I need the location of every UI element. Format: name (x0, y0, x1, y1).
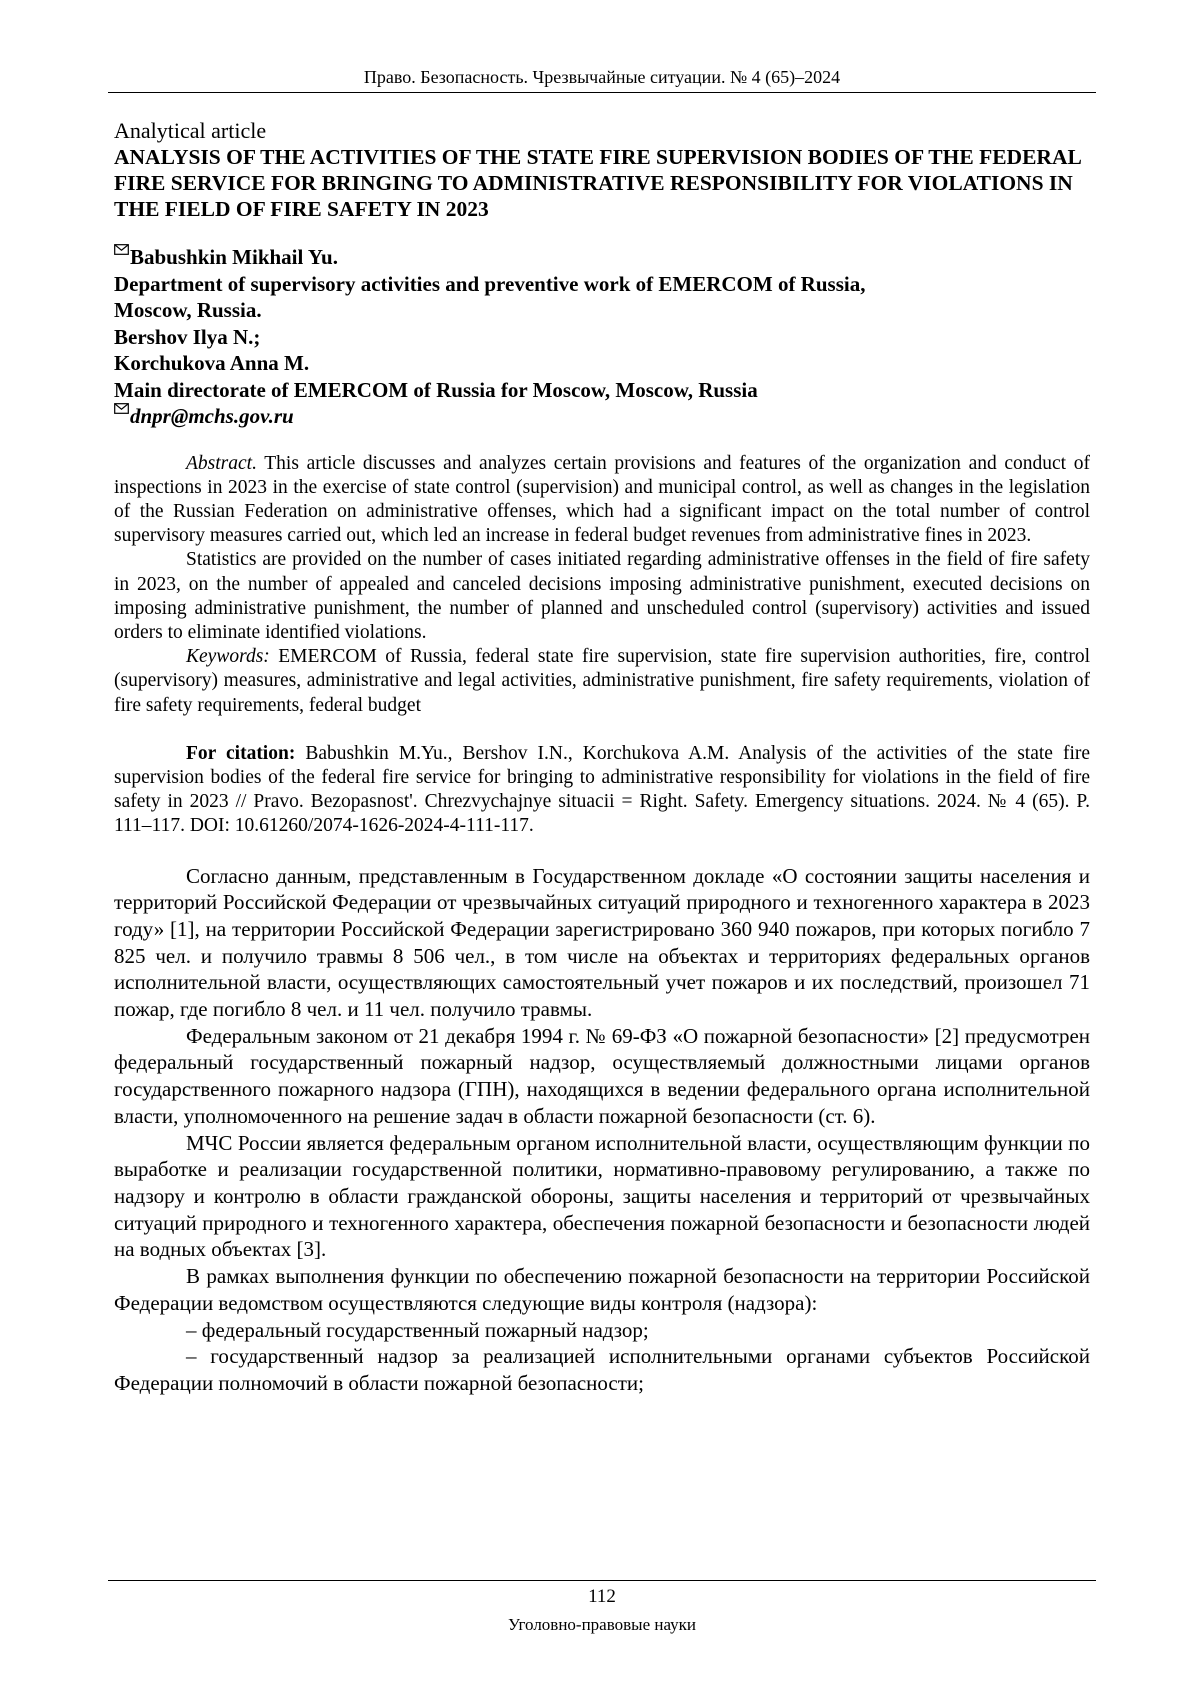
header-rule (108, 92, 1096, 93)
citation (114, 742, 1090, 839)
affiliation-line: Department of supervisory activities and preventive work of EMERCOM of Russia, (114, 271, 866, 296)
author-name: Babushkin Mikhail Yu. (130, 245, 338, 269)
author-block (114, 244, 1090, 430)
envelope-icon (114, 244, 129, 255)
body-paragraph: В рамках выполнения функции по обеспечению пожарной безопасности на территории Российской Федерации ведомством осуществляются следующие виды контроля (надзора): (114, 1264, 1090, 1315)
keywords-text: EMERCOM of Russia, federal state fire supervision, state fire supervision authorities, fire, control (supervisory) measures, administrative and legal activities, administrative punishment, fire safety requirements, violation of fire safety requirements, federal budget (114, 646, 1091, 716)
email-line (114, 403, 1090, 430)
footer-rule (108, 1580, 1096, 1581)
keywords-label: Keywords: (186, 646, 270, 668)
body-paragraph: Согласно данным, представленным в Государственном докладе «О состоянии защиты населения и территорий Российской Федерации от чрезвычайных ситуаций природного и техногенного характера в 2023 году» [1], на территории Российской Федерации зарегистрировано 360 940 пожаров, при которых погибло 7 825 чел. и получило травмы 8 506 чел., в том числе на объектах и территориях федеральных органов исполнительной власти, осуществляющих самостоятельный учет пожаров и их последствий, произошел 71 пожар, где погибло 8 чел. и 11 чел. получило травмы. (114, 863, 1090, 1022)
abstract-text: This article discusses and analyzes certain provisions and features of the organization and conduct of inspections in 2023 in the exercise of state control (supervision) and municipal control, as well as changes in the legislation of the Russian Federation on administrative offenses, which had a significant impact on the total number of control supervisory measures carried out, which led an increase in federal budget revenues from administrative fines in 2023. (114, 452, 1090, 547)
abstract-label: Abstract. (186, 452, 257, 474)
author-line (114, 244, 1090, 271)
abstract (114, 452, 1090, 718)
email-link[interactable]: dnpr@mchs.gov.ru (130, 404, 294, 428)
section-footer: Уголовно-правовые науки (507, 1615, 697, 1634)
citation-text: Babushkin M.Yu., Bershov I.N., Korchukova A.M. Analysis of the activities of the state fire supervision bodies of the federal fire service for bringing to administrative responsibility for violations in the field of fire safety in 2023 // Pravo. Bezopasnost'. Chrezvychajnye situacii = Right. Safety. Emergency situations. 2024. № 4 (65). P. 111–117. DOI: 10.61260/2074-1626-2024-4-111-117. (114, 742, 1091, 837)
running-header: Право. Безопасность. Чрезвычайные ситуации. № 4 (65)–2024 (363, 67, 841, 87)
article-type: Analytical article (114, 118, 267, 143)
keywords-paragraph (114, 645, 1090, 718)
body-paragraph: МЧС России является федеральным органом исполнительной власти, осуществляющим функции по выработке и реализации государственной политики, нормативно-правовому регулированию, а также по надзору и контролю в области гражданской обороны, защиты населения и территорий от чрезвычайных ситуаций природного и техногенного характера, обеспечения пожарной безопасности и безопасности людей на водных объектах [3]. (114, 1130, 1090, 1262)
abstract-paragraph (114, 452, 1090, 549)
author-line: Bershov Ilya N.; (114, 324, 261, 349)
affiliation-line: Moscow, Russia. (114, 298, 262, 322)
page-content (114, 118, 1090, 1397)
citation-label: For citation: (186, 742, 296, 764)
author-line: Korchukova Anna M. (114, 351, 310, 375)
body-text (114, 863, 1090, 1397)
list-item: – федеральный государственный пожарный надзор; (186, 1317, 649, 1342)
abstract-paragraph: Statistics are provided on the number of cases initiated regarding administrative offenses in the field of fire safety in 2023, on the number of appealed and canceled decisions imposing administrative punishment, executed decisions on imposing administrative punishment, the number of planned and unscheduled control (supervisory) activities and issued orders to eliminate identified violations. (114, 549, 1090, 643)
envelope-icon (114, 403, 129, 414)
page-number: 112 (588, 1586, 616, 1607)
body-paragraph: Федеральным законом от 21 декабря 1994 г. № 69-ФЗ «О пожарной безопасности» [2] предусмотрен федеральный государственный пожарный надзор, осуществляемый должностными лицами органов государственного пожарного надзора (ГПН), находящихся в ведении федерального органа исполнительной власти, уполномоченного на решение задач в области пожарной безопасности (ст. 6). (114, 1023, 1090, 1128)
affiliation-line: Main directorate of EMERCOM of Russia for Moscow, Moscow, Russia (114, 377, 758, 402)
article-title: ANALYSIS OF THE ACTIVITIES OF THE STATE FIRE SUPERVISION BODIES OF THE FEDERAL FIRE SERVICE FOR BRINGING TO ADMINISTRATIVE RESPONSIBILITY FOR VIOLATIONS IN THE FIELD OF FIRE SAFETY IN 2023 (114, 145, 1081, 221)
citation-paragraph (114, 742, 1090, 839)
list-item: – государственный надзор за реализацией исполнительными органами субъектов Российской Федерации полномочий в области пожарной безопасности; (114, 1344, 1090, 1395)
